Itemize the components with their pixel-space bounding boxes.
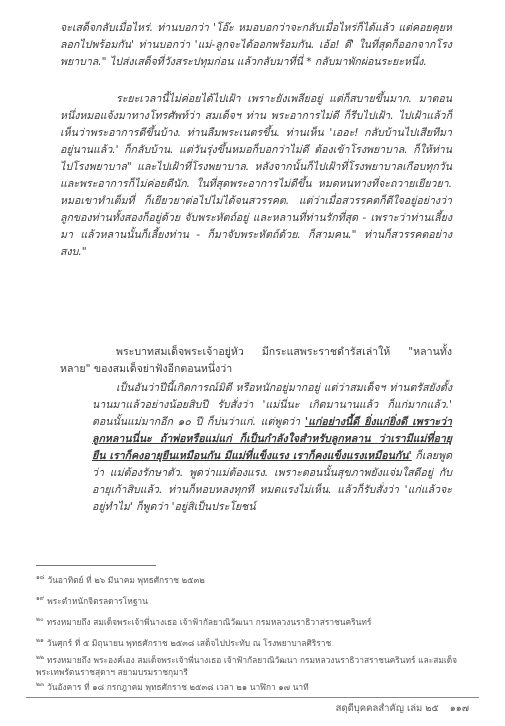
footnote-19 bbox=[36, 593, 466, 607]
footnote-18 bbox=[36, 572, 466, 586]
footnote-number: ๑๘ bbox=[36, 574, 45, 581]
footnote-divider bbox=[36, 565, 156, 566]
page-number: ๑๑๗ bbox=[449, 703, 469, 714]
quote-emphasis: 'แก่อย่างนี้ดี ยิ่งแก่ยิ่งดี เพราะว่าลูกหลานนี่นะ ถ้าพ่อหรือแม่แก่ ก็เป็นกำลังใจสำหรับลูกหลาน ว่าเรามีแม่ที่อายุยืน เราก็คงอายุยืนเหมือนกัน มีแม่ที่แข็งแรง เราก็คงแข็งแรงเหมือนกัน' bbox=[92, 416, 453, 462]
paragraph-3: พระบาทสมเด็จพระเจ้าอยู่หัว มีกระแสพระราชดำรัสเล่าให้ "หลานทั้งหลาย" ของสมเด็จย่าฟังอีกตอนหนึ่งว่า bbox=[60, 346, 452, 375]
footnote-number: ๑๙ bbox=[36, 595, 45, 602]
footnote-23 bbox=[36, 679, 466, 693]
footnote-number: ๒๓ bbox=[36, 681, 45, 688]
footnote-text: วันอาทิตย์ ที่ ๒๖ มีนาคม พุทธศักราช ๒๕๓๒ bbox=[47, 574, 205, 585]
footnote-text: วันศุกร์ ที่ ๕ มิถุนายน พุทธศักราช ๒๕๓๘ เสด็จไปประทับ ณ โรงพยาบาลศิริราช bbox=[46, 637, 332, 648]
footnote-number: ๒๐ bbox=[36, 616, 44, 623]
footnote-text: ทรงหมายถึง พระองค์เอง สมเด็จพระเจ้าพี่นางเธอ เจ้าฟ้ากัลยาณิวัฒนา กรมหลวงนราธิวาสราชนครินทร์ และสมเด็จพระเทพรัตนราชสุดาฯ สยามบรมราชกุมารี bbox=[36, 654, 458, 677]
paragraph-4-quote bbox=[92, 380, 452, 516]
footnote-text: พระตำหนักจิตรลดารโหฐาน bbox=[47, 595, 148, 606]
footnote-20 bbox=[36, 614, 466, 628]
footnote-number: ๒๑ bbox=[36, 637, 44, 644]
quote-text-end: ก็เลยพูดว่า แม่ต้องรักษาตัว. พูดว่าแม่ต้องแรง. เพราะตอนนั้นสุขภาพยังแจ่มใสดีอยู่ กับอายุเก้าสิบแล้ว. ท่านก็หอบหลงทุกที หมดแรงไม่เห็น. แล้วก็รับสั่งว่า 'แก่แล้วจะอยู่ทำไม' ก็พูดว่า 'อยู่สิเป็นประโยชน์ bbox=[92, 450, 453, 513]
footnote-22 bbox=[36, 652, 466, 678]
footnote-number: ๒๒ bbox=[36, 654, 44, 661]
book-title: สดุดีบุคคลสำคัญ เล่ม ๒๕ bbox=[335, 703, 439, 714]
page-footer bbox=[336, 701, 469, 716]
footnote-text: วันอังคาร ที่ ๑๘ กรกฎาคม พุทธศักราช ๒๕๓๘ เวลา ๒๑ นาฬิกา ๑๗ นาที bbox=[47, 681, 309, 692]
paragraph-1: จะเสด็จกลับเมื่อไหร่. ท่านบอกว่า 'โอ๊ะ หมอบอกว่าจะกลับเมื่อไหร่ก็ได้แล้ว แต่คอยคุยหลอกไปพร้อมกัน' ท่านบอกว่า 'แม่-ลูกจะได้ออกพร้อมกัน. เอ้อ! ดี' ในที่สุดก็ออกจากโรงพยาบาล." ไปส่งเสด็จที่วังสระปทุมก่อน แล้วกลับมาที่นี่ * กลับมาพักผ่อนระยะหนึ่ง. bbox=[60, 22, 452, 68]
footer-divider bbox=[26, 697, 479, 698]
footnote-text: ทรงหมายถึง สมเด็จพระเจ้าพี่นางเธอ เจ้าฟ้ากัลยาณิวัฒนา กรมหลวงนราธิวาสราชนครินทร์ bbox=[46, 616, 372, 627]
paragraph-2: ระยะเวลานี้ไม่ค่อยได้ไปเฝ้า เพราะยังเพลียอยู่ แต่ก็สบายขึ้นมาก. มาตอนหนึ่งหมอแจ้งมาทางโทรศัพท์ว่า สมเด็จฯ ท่าน พระอาการไม่ดี ก็รีบไปเฝ้า. ไปเฝ้าแล้วก็เห็นว่าพระอาการดีขึ้นบ้าง. ท่านลืมพระเนตรขึ้น. ท่านเห็น 'เออะ! กลับบ้านไปเสียทีมาอยู่นานแล้ว.' ก็กลับบ้าน. แต่วันรุ่งขึ้นหมอก็บอกว่าไม่ดี ต้องเข้าโรงพยาบาล. ก็ให้ท่านไปโรงพยาบาล" และไปเฝ้าที่โรงพยาบาล. หลังจากนั้นก็ไปเฝ้าที่โรงพยาบาลเกือบทุกวัน และพระอาการก็ไม่ค่อยดีนัก. ในที่สุดพระอาการไม่ดีขึ้น หมดหนทางที่จะถวายเยียวยา. หมอเขาทำเต็มที่ ก็เยียวยาต่อไปไม่ได้จนสวรรคต. แต่ว่าเมื่อสวรรคตก็ดีใจอยู่อย่างว่า ลูกของท่านทั้งสองก็อยู่ด้วย จับพระหัตถ์อยู่ และหลานที่ท่านรักที่สุด - เพราะว่าท่านเลี้ยงมา แล้วหลานนั้นก็เลี้ยงท่าน - ก็มาจับพระหัตถ์ด้วย. ก็สามคน." ท่านก็สวรรคตอย่างสงบ." bbox=[60, 93, 452, 258]
quote-text-start: เป็นอันว่าปีนี้เกิดการณ์มิดี หรือหนักอยู่มากอยู่ แต่ว่าสมเด็จฯ ท่านตรัสยังตั้งนานมาแล้วอย่างน้อยสิบปี รับสั่งว่า 'แม่นี่นะ เกิดมานานแล้ว ก็แก่มากแล้ว.' ตอนนั้นแม่มากอีก ๑๐ ปี ก็บ่นว่าแก่. แต่พูดว่า bbox=[92, 382, 452, 428]
footnote-21 bbox=[36, 635, 466, 649]
